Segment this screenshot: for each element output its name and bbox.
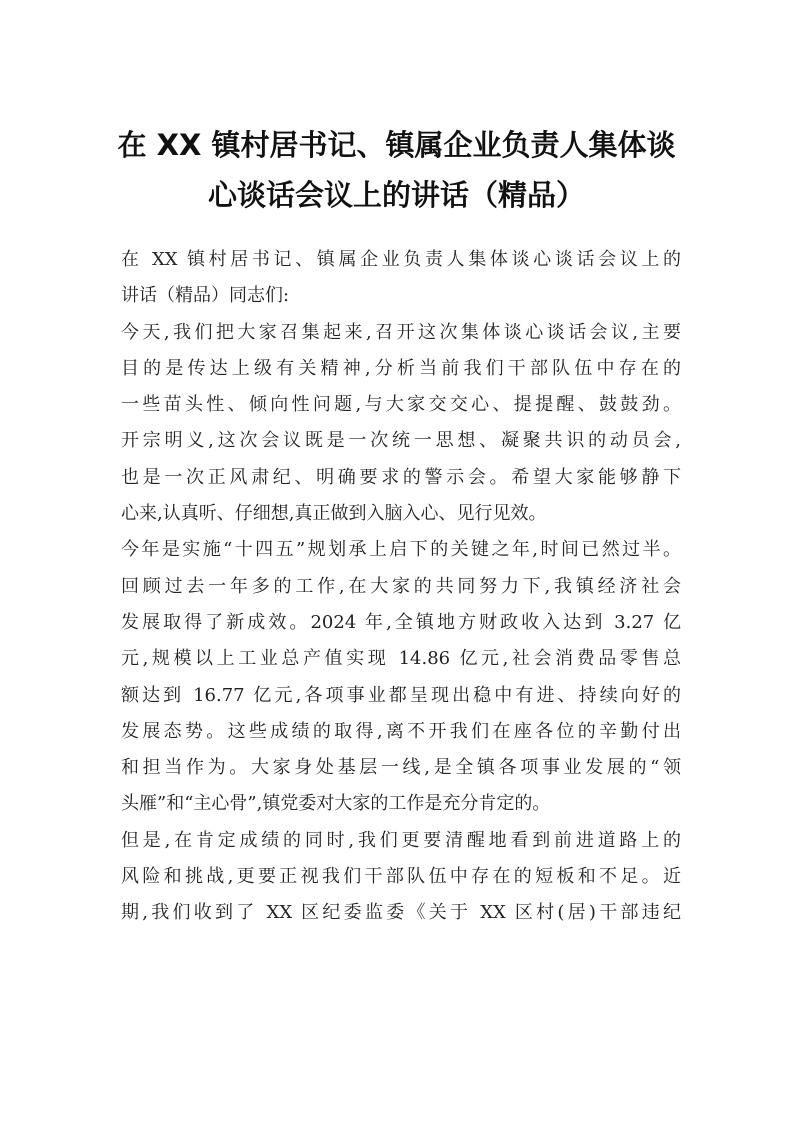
- body-line: 头雁”和“主心骨”,镇党委对大家的工作是充分肯定的。: [121, 793, 551, 815]
- body-line: 心来,认真听、仔细想,真正做到入脑入心、见行见效。: [121, 503, 547, 525]
- body-line: 讲话（精品）同志们:: [121, 285, 290, 307]
- body-line: 风险和挑战,更要正视我们干部队伍中存在的短板和不足。近: [121, 866, 681, 888]
- body-line: 发展取得了新成效。2024 年,全镇地方财政收入达到 3.27 亿: [121, 611, 681, 633]
- body-line: 今年是实施“十四五”规划承上启下的关键之年,时间已然过半。: [121, 539, 681, 561]
- body-line: 元,规模以上工业总产值实现 14.86 亿元,社会消费品零售总: [121, 648, 681, 670]
- body-line: 回顾过去一年多的工作,在大家的共同努力下,我镇经济社会: [121, 575, 681, 597]
- body-line: 目的是传达上级有关精神,分析当前我们干部队伍中存在的: [121, 357, 681, 379]
- body-line: 开宗明义,这次会议既是一次统一思想、凝聚共识的动员会,: [121, 430, 681, 452]
- body-line: 和担当作为。大家身处基层一线,是全镇各项事业发展的“领: [121, 757, 681, 779]
- body-line: 期,我们收到了 XX 区纪委监委《关于 XX 区村(居)干部违纪: [121, 902, 681, 924]
- document-title: [100, 120, 693, 220]
- body-line: 一些苗头性、倾向性问题,与大家交交心、提提醒、鼓鼓劲。: [121, 394, 681, 416]
- body-line: 今天,我们把大家召集起来,召开这次集体谈心谈话会议,主要: [121, 321, 681, 343]
- title-line: 心谈话会议上的讲话（精品）: [207, 178, 585, 212]
- body-line: 但是,在肯定成绩的同时,我们更要清醒地看到前进道路上的: [121, 829, 681, 851]
- document-body: [121, 242, 681, 932]
- body-line: 发展态势。这些成绩的取得,离不开我们在座各位的辛勤付出: [121, 720, 681, 742]
- body-line: 也是一次正风肃纪、明确要求的警示会。希望大家能够静下: [121, 466, 681, 488]
- body-line: 在 XX 镇村居书记、镇属企业负责人集体谈心谈话会议上的: [121, 249, 681, 270]
- title-line: 在 XX 镇村居书记、镇属企业负责人集体谈: [117, 128, 676, 162]
- body-line: 额达到 16.77 亿元,各项事业都呈现出稳中有进、持续向好的: [121, 684, 681, 706]
